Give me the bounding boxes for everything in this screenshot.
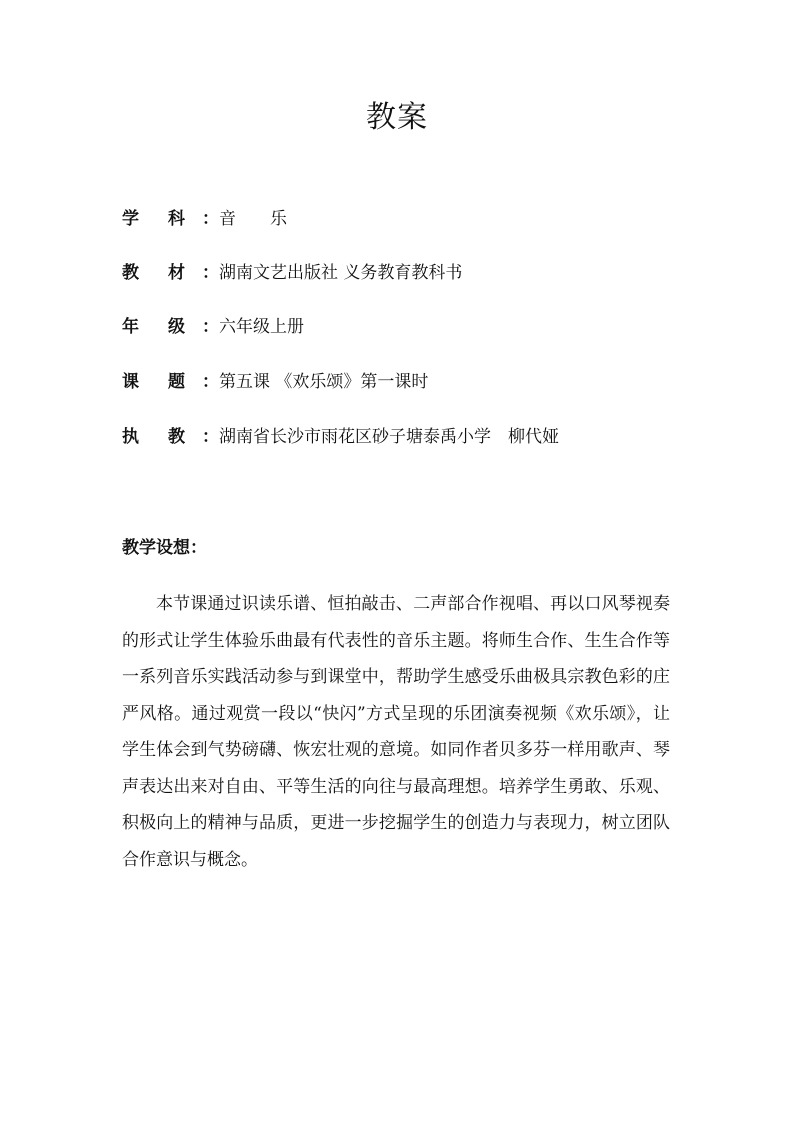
info-row-teacher <box>122 422 559 452</box>
info-colon: ： <box>202 209 219 229</box>
info-row-textbook <box>122 258 462 288</box>
info-label-textbook: 教 材 <box>122 263 185 283</box>
info-label-subject: 学 科 <box>122 209 185 229</box>
info-label-teacher: 执 教 <box>122 427 185 447</box>
info-colon: ： <box>202 372 219 392</box>
info-colon: ： <box>202 427 219 447</box>
info-value-textbook: 湖南文艺出版社 义务教育教科书 <box>219 263 463 283</box>
info-label-grade: 年 级 <box>122 317 185 337</box>
info-value-grade: 六年级上册 <box>219 317 304 337</box>
info-colon: ： <box>202 263 219 283</box>
info-value-topic: 第五课 《欢乐颂》第一课时 <box>219 372 429 392</box>
body-paragraph: 本节课通过识读乐谱、恒拍敲击、二声部合作视唱、再以口风琴视奏的形式让学生体验乐曲最有代表性的音乐主题。将师生合作、生生合作等一系列音乐实践活动参与到课堂中，帮助学生感受乐曲极具宗教色彩的庄严风格。通过观赏一段以“快闪”方式呈现的乐团演奏视频《欢乐颂》，让学生体会到气势磅礴、恢宏壮观的意境。如同作者贝多芬一样用歌声、琴声表达出来对自由、平等生活的向往与最高理想。培养学生勇敢、乐观、积极向上的精神与品质，更进一步挖掘学生的创造力与表现力，树立团队合作意识与概念。 <box>122 594 670 870</box>
info-row-topic <box>122 367 428 397</box>
info-colon: ： <box>202 317 219 337</box>
info-row-grade <box>122 312 304 342</box>
info-value-subject: 音 乐 <box>219 209 287 229</box>
info-value-teacher: 湖南省长沙市雨花区砂子塘泰禹小学 柳代娅 <box>219 427 559 447</box>
section-heading: 教学设想： <box>122 538 207 558</box>
page-title: 教案 <box>366 100 428 135</box>
info-label-topic: 课 题 <box>122 372 185 392</box>
info-row-subject <box>122 204 287 234</box>
